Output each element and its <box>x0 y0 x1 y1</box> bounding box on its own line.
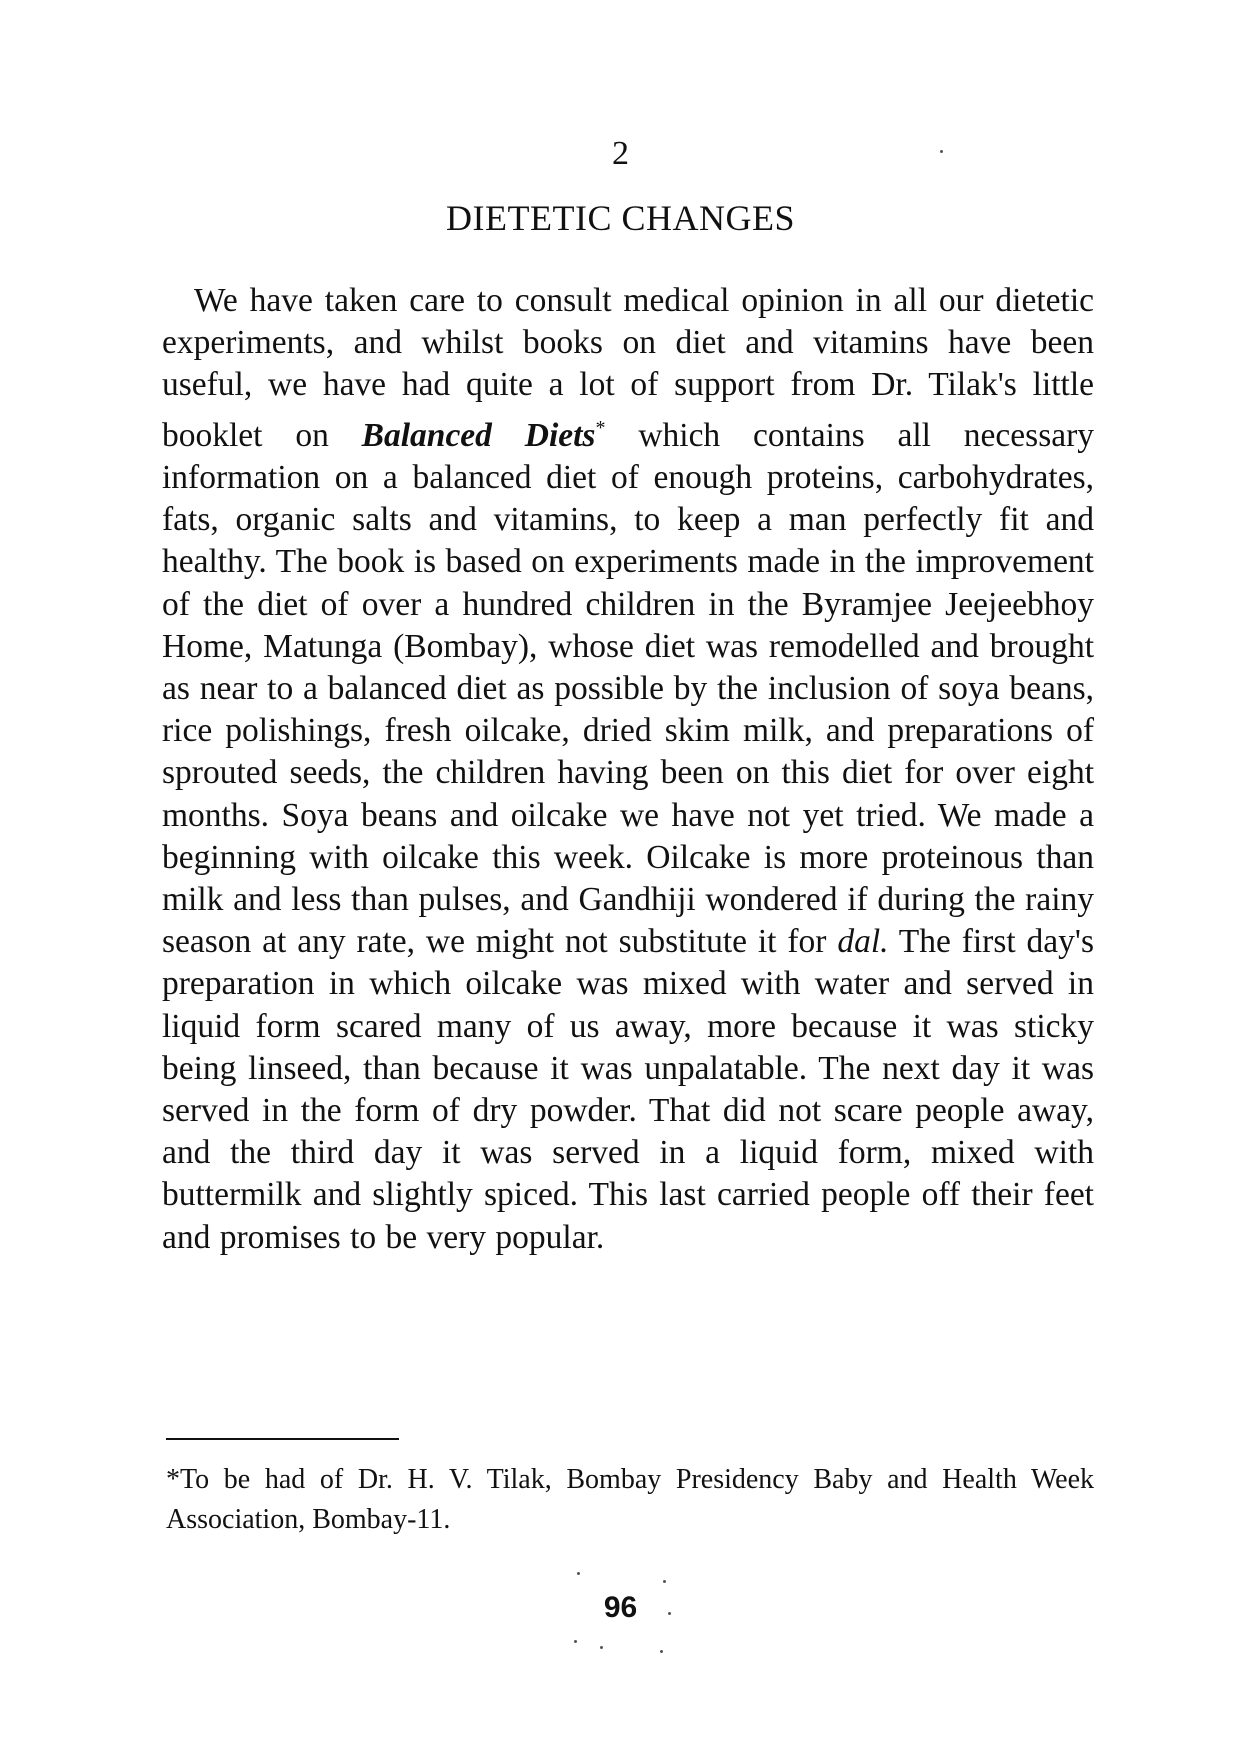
scan-speck <box>600 1646 603 1649</box>
scan-speck <box>660 1650 663 1653</box>
chapter-title: DIETETIC CHANGES <box>446 198 795 238</box>
body-text-part-3: The first day's preparation in which oilcake was mixed with water and served in liquid form scared many of us away, more because it was sticky being linseed, than because it was unpalatable. The next day it was served in the form of dry powder. That did not scare people away, and the third day it was served in a liquid form, mixed with buttermilk and slightly spiced. This last carried people off their feet and promises to be very popular. <box>162 923 1094 1256</box>
italic-word-dal: dal. <box>837 923 889 961</box>
footnote-divider <box>166 1438 399 1440</box>
scan-speck <box>940 150 943 153</box>
body-text-part-2: which contains all necessary information on a balanced diet of enough proteins, carbohydrates, fats, organic salts and vitamins, to keep a man perfectly fit and healthy. The book is based on experiments made in the improvement of the diet of over a hundred children in the Byramjee Jeejeebhoy Home, Matunga (Bombay), whose diet was remodelled and brought as near to a balanced diet as possible by the inclusion of soya beans, rice polishings, fresh oilcake, dried skim milk, and preparations of sprouted seeds, the children having been on this diet for over eight months. Soya beans and oilcake we have not yet tried. We made a beginning with oilcake this week. Oilcake is more proteinous than milk and less than pulses, and Gandhiji wondered if during the rainy season at any rate, we might not substitute it for <box>162 416 1095 961</box>
book-title: Balanced Diets <box>361 416 596 454</box>
scan-speck <box>577 1572 580 1575</box>
scan-speck <box>668 1612 671 1615</box>
scan-speck <box>574 1640 577 1643</box>
body-paragraph <box>162 280 1094 1259</box>
scan-speck <box>663 1580 666 1583</box>
footnote-marker: * <box>595 416 606 439</box>
body-text-part-1: We have taken care to consult medical opinion in all our dietetic experiments, and whilst books on diet and vitamins have been useful, we have had quite a lot of support from Dr. Tilak's little booklet on <box>162 282 1094 454</box>
footnote: *To be had of Dr. H. V. Tilak, Bombay Presidency Baby and Health Week Association, Bombay-11. <box>166 1464 1094 1535</box>
page-number: 96 <box>603 1591 638 1624</box>
chapter-number: 2 <box>612 135 629 172</box>
